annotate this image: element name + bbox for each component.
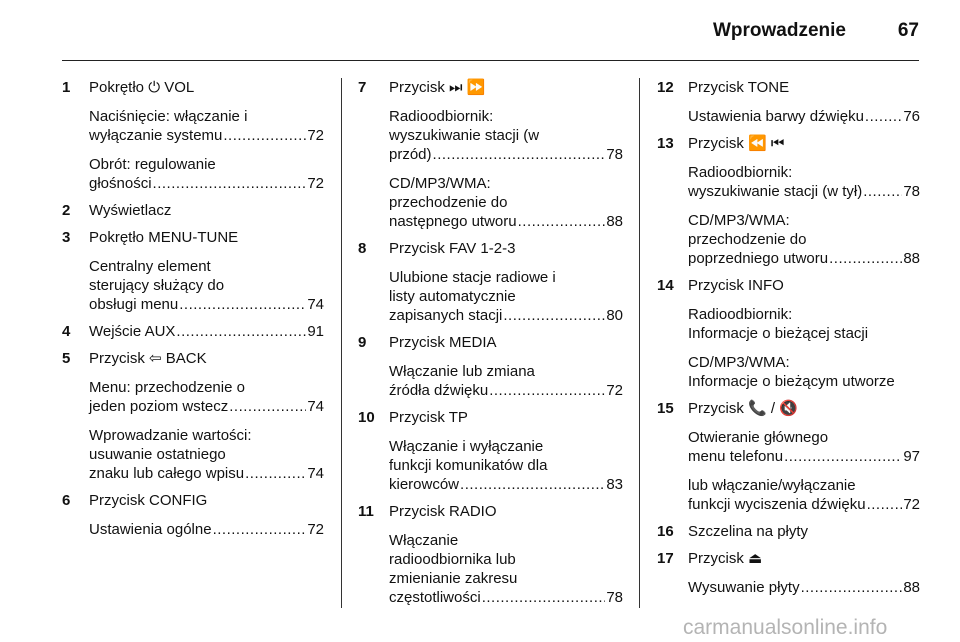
page-reference: 78: [606, 589, 623, 606]
item-description: [389, 174, 623, 231]
page-reference: 91: [307, 323, 324, 340]
description-line: [89, 126, 324, 145]
page-header: [62, 0, 919, 61]
leader-dots: [213, 520, 307, 539]
page-reference: 72: [307, 175, 324, 192]
item-description: [389, 531, 623, 607]
item-number: 17: [657, 550, 674, 567]
description-line: [389, 287, 623, 306]
description-text: Włączanie lub zmiana: [389, 363, 535, 380]
item-title: [89, 322, 324, 341]
leader-dots: [482, 588, 606, 607]
description-text: Radioodbiornik:: [688, 164, 793, 181]
description-line: [688, 353, 920, 372]
description-line: [89, 445, 324, 464]
description-line: [688, 372, 920, 391]
description-text: następnego utworu: [389, 213, 517, 230]
item-description: [89, 520, 324, 539]
page-reference: 97: [903, 448, 920, 465]
description-line: [389, 569, 623, 588]
description-text: radioodbiornika lub: [389, 551, 516, 568]
description-line: [389, 362, 623, 381]
description-line: [389, 212, 623, 231]
legend-item: [657, 399, 920, 514]
leader-dots: [829, 249, 902, 268]
leader-dots: [784, 447, 902, 466]
legend-item: [358, 502, 623, 607]
description-text: Ustawienia ogólne: [89, 521, 212, 538]
description-line: [688, 578, 920, 597]
section-title: Wprowadzenie: [712, 20, 846, 41]
description-text: Ulubione stacje radiowe i: [389, 269, 556, 286]
item-description: [89, 257, 324, 314]
description-text: sterujący służący do: [89, 277, 225, 294]
description-text: przechodzenie do: [688, 231, 807, 248]
description-line: [389, 381, 623, 400]
description-line: [688, 107, 920, 126]
description-text: wyłączanie systemu: [89, 127, 223, 144]
page-reference: 80: [606, 307, 623, 324]
leader-dots: [460, 475, 605, 494]
description-line: [389, 107, 623, 126]
item-title: Pokrętło MENU-TUNE: [89, 229, 239, 246]
description-text: wyszukiwanie stacji (w: [389, 127, 540, 144]
legend-item: [62, 349, 324, 483]
description-text: CD/MP3/WMA:: [389, 175, 491, 192]
description-line: [89, 397, 324, 416]
description-line: [89, 520, 324, 539]
column-3: [657, 78, 920, 597]
description-text: Naciśnięcie: włączanie i: [89, 108, 248, 125]
page-reference: 76: [903, 108, 920, 125]
leader-dots: [153, 174, 307, 193]
description-text: Informacje o bieżącym utworze: [688, 373, 895, 390]
item-title: Przycisk RADIO: [389, 503, 497, 520]
description-line: [89, 464, 324, 483]
description-line: [688, 230, 920, 249]
item-title: Przycisk ⏪ ⏮: [688, 135, 785, 152]
item-number: 5: [62, 350, 71, 367]
description-line: [688, 476, 920, 495]
item-title: Przycisk 📞 / 🔇: [688, 400, 798, 417]
description-text: usuwanie ostatniego: [89, 446, 226, 463]
description-line: [688, 305, 920, 324]
item-number: 12: [657, 79, 674, 96]
legend-item: [62, 322, 324, 341]
page-reference: 74: [307, 398, 324, 415]
description-line: [89, 107, 324, 126]
leader-dots: [801, 578, 903, 597]
item-title: Przycisk ⏏: [688, 550, 763, 567]
item-title: Szczelina na płyty: [688, 523, 809, 540]
page-reference: 72: [307, 521, 324, 538]
item-number: 9: [358, 334, 367, 351]
description-text: Radioodbiornik:: [688, 306, 793, 323]
description-text: Otwieranie głównego: [688, 429, 829, 446]
description-line: [688, 211, 920, 230]
item-description: [688, 578, 920, 597]
description-line: [89, 257, 324, 276]
item-description: [389, 268, 623, 325]
item-number: 14: [657, 277, 674, 294]
column-divider: [639, 78, 640, 608]
description-text: zmienianie zakresu: [389, 570, 518, 587]
page-reference: 88: [606, 213, 623, 230]
column-1: [62, 78, 324, 539]
item-description: [389, 107, 623, 164]
column-2: [358, 78, 623, 607]
description-text: Radioodbiornik:: [389, 108, 494, 125]
item-title: Przycisk FAV 1-2-3: [389, 240, 516, 257]
description-text: przechodzenie do: [389, 194, 508, 211]
description-line: [389, 531, 623, 550]
page-reference: 72: [903, 496, 920, 513]
leader-dots: [489, 381, 605, 400]
item-title: Pokrętło ⏻ VOL: [89, 79, 195, 96]
legend-item: [358, 239, 623, 325]
legend-item: [657, 134, 920, 268]
item-description: [389, 437, 623, 494]
description-text: kierowców: [389, 476, 460, 493]
description-text: Ustawienia barwy dźwięku: [688, 108, 864, 125]
description-text: znaku lub całego wpisu: [89, 465, 245, 482]
description-text: źródła dźwięku: [389, 382, 489, 399]
item-number: 16: [657, 523, 674, 540]
description-text: Włączanie: [389, 532, 459, 549]
description-line: [389, 126, 623, 145]
description-text: menu telefonu: [688, 448, 784, 465]
page-reference: 72: [307, 127, 324, 144]
page-reference: 78: [903, 183, 920, 200]
description-text: funkcji wyciszenia dźwięku: [688, 496, 866, 513]
description-text: CD/MP3/WMA:: [688, 354, 790, 371]
item-description: [688, 163, 920, 201]
description-line: [89, 295, 324, 314]
description-line: [688, 249, 920, 268]
item-title: Przycisk CONFIG: [89, 492, 208, 509]
description-line: [89, 378, 324, 397]
item-description: [688, 107, 920, 126]
description-text: wyszukiwanie stacji (w tył): [688, 183, 863, 200]
page-reference: 74: [307, 465, 324, 482]
item-description: [389, 362, 623, 400]
item-number: 7: [358, 79, 367, 96]
item-description: [688, 476, 920, 514]
description-text: częstotliwości: [389, 589, 481, 606]
description-line: [389, 437, 623, 456]
legend-item: [62, 491, 324, 539]
item-description: [89, 378, 324, 416]
item-number: 15: [657, 400, 674, 417]
description-text: przód): [389, 146, 432, 163]
item-number: 11: [358, 503, 374, 520]
description-line: [89, 155, 324, 174]
item-title: Przycisk ⇦ BACK: [89, 350, 207, 367]
page-reference: 88: [903, 579, 920, 596]
item-description: [89, 426, 324, 483]
description-line: [389, 145, 623, 164]
description-line: [89, 174, 324, 193]
leader-dots: [223, 126, 306, 145]
leader-dots: [865, 107, 902, 126]
page-reference: 83: [606, 476, 623, 493]
page-reference: 78: [606, 146, 623, 163]
legend-item: [62, 78, 324, 193]
description-line: [688, 163, 920, 182]
item-description: [688, 353, 920, 391]
description-text: CD/MP3/WMA:: [688, 212, 790, 229]
description-line: [389, 588, 623, 607]
leader-dots: [433, 145, 606, 164]
item-description: [688, 211, 920, 268]
description-line: [389, 306, 623, 325]
item-title-text: Wejście AUX: [89, 323, 176, 340]
item-title: Wyświetlacz: [89, 202, 172, 219]
description-text: Wprowadzanie wartości:: [89, 427, 252, 444]
description-line: [89, 276, 324, 295]
page-number: 67: [897, 20, 919, 41]
description-text: funkcji komunikatów dla: [389, 457, 548, 474]
description-text: obsługi menu: [89, 296, 179, 313]
description-line: [688, 182, 920, 201]
item-number: 13: [657, 135, 674, 152]
description-text: Informacje o bieżącej stacji: [688, 325, 869, 342]
item-number: 4: [62, 323, 71, 340]
description-line: [688, 447, 920, 466]
description-text: lub włączanie/wyłączanie: [688, 477, 856, 494]
description-line: [688, 324, 920, 343]
description-line: [389, 193, 623, 212]
leader-dots: [229, 397, 306, 416]
legend-item: [62, 228, 324, 314]
item-description: [89, 107, 324, 145]
description-text: jeden poziom wstecz: [89, 398, 229, 415]
page-reference: 72: [606, 382, 623, 399]
description-text: Wysuwanie płyty: [688, 579, 800, 596]
page-reference: 88: [903, 250, 920, 267]
leader-dots: [179, 295, 306, 314]
leader-dots: [245, 464, 306, 483]
item-description: [688, 428, 920, 466]
legend-item: [358, 78, 623, 231]
item-number: 1: [62, 79, 71, 96]
description-text: Centralny element: [89, 258, 211, 275]
legend-item: [358, 408, 623, 494]
description-line: [389, 456, 623, 475]
legend-item: [358, 333, 623, 400]
legend-item: [657, 549, 920, 597]
description-text: głośności: [89, 175, 152, 192]
description-line: [688, 428, 920, 447]
description-line: [389, 268, 623, 287]
leader-dots: [176, 322, 306, 341]
description-text: poprzedniego utworu: [688, 250, 829, 267]
description-text: Obrót: regulowanie: [89, 156, 216, 173]
leader-dots: [503, 306, 605, 325]
legend-item: [657, 78, 920, 126]
description-line: [389, 174, 623, 193]
item-title: Przycisk INFO: [688, 277, 784, 294]
page-reference: 74: [307, 296, 324, 313]
description-text: Menu: przechodzenie o: [89, 379, 245, 396]
item-title: Przycisk TONE: [688, 79, 790, 96]
legend-item: [657, 276, 920, 391]
column-divider: [341, 78, 342, 608]
item-number: 2: [62, 202, 71, 219]
leader-dots: [518, 212, 606, 231]
item-title: Przycisk TP: [389, 409, 468, 426]
item-title: Przycisk ⏭ ⏩: [389, 79, 486, 96]
description-text: listy automatycznie: [389, 288, 516, 305]
item-number: 6: [62, 492, 71, 509]
legend-item: [62, 201, 324, 220]
legend-item: [657, 522, 920, 541]
leader-dots: [863, 182, 902, 201]
item-number: 8: [358, 240, 367, 257]
description-line: [389, 550, 623, 569]
description-text: zapisanych stacji: [389, 307, 503, 324]
description-line: [389, 475, 623, 494]
item-description: [89, 155, 324, 193]
watermark: carmanualsonline.info: [683, 616, 888, 639]
item-title: Przycisk MEDIA: [389, 334, 497, 351]
item-number: 10: [358, 409, 375, 426]
item-number: 3: [62, 229, 71, 246]
item-description: [688, 305, 920, 343]
description-line: [688, 495, 920, 514]
description-text: Włączanie i wyłączanie: [389, 438, 544, 455]
description-line: [89, 426, 324, 445]
leader-dots: [867, 495, 903, 514]
